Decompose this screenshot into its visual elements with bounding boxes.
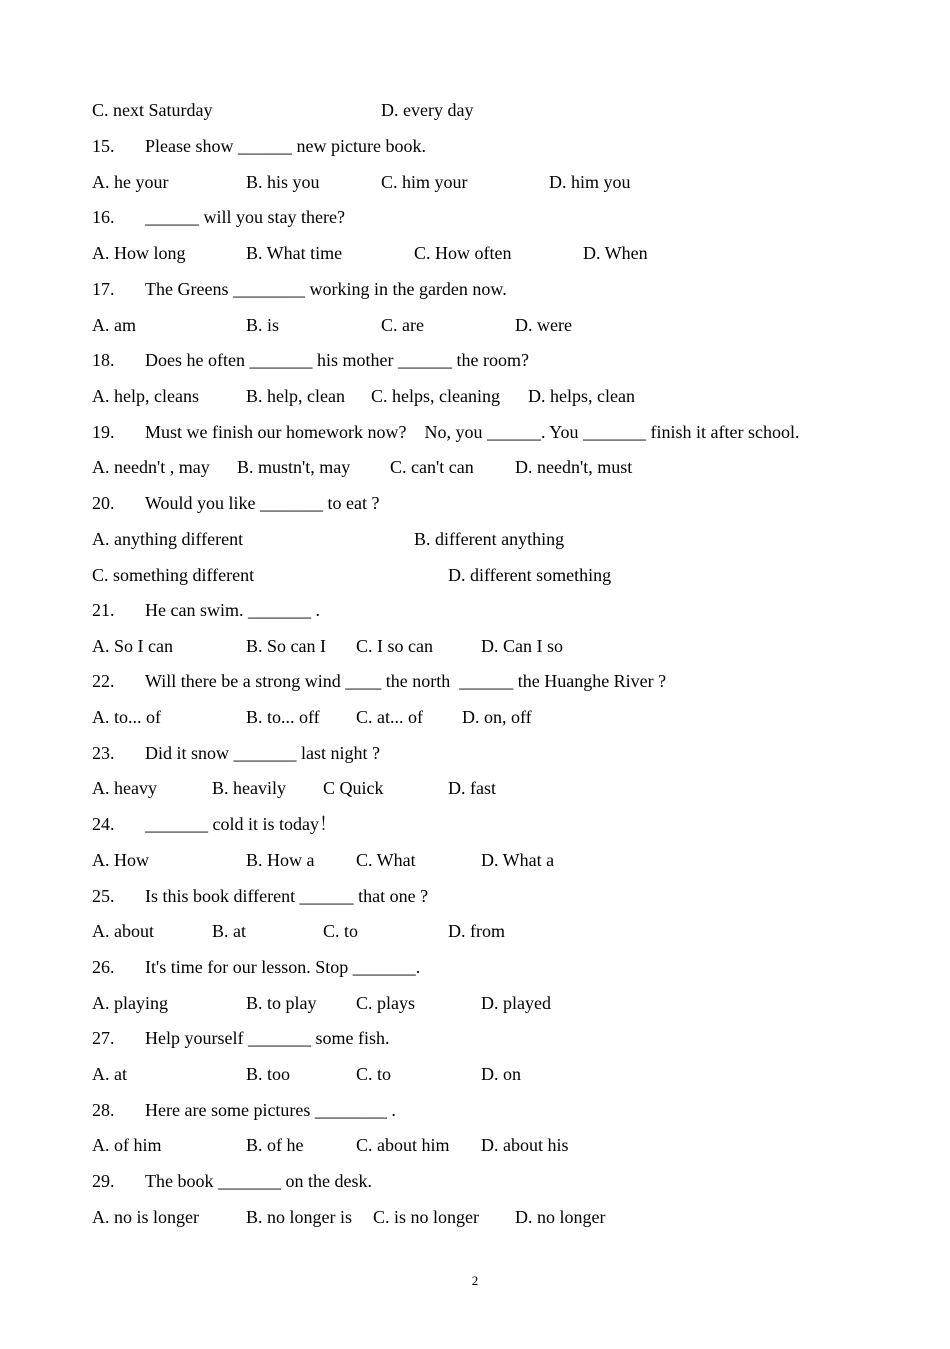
option-c: C. What: [356, 850, 416, 870]
option-a: A. anything different: [92, 529, 244, 549]
option-b: B. his you: [246, 172, 320, 192]
question-text: Must we finish our homework now? No, you ______. You _______ finish it after school.: [145, 422, 800, 442]
question-number: 26.: [92, 957, 115, 977]
question-number: 29.: [92, 1171, 115, 1191]
question-text: He can swim. _______ .: [145, 600, 320, 620]
question-text: The Greens ________ working in the garden now.: [145, 279, 507, 299]
question-17: [92, 277, 507, 301]
option-b: B. help, clean: [246, 386, 345, 406]
options-27: [92, 1062, 521, 1086]
question-number: 21.: [92, 600, 115, 620]
question-19: [92, 420, 800, 444]
option-c: C. to: [356, 1064, 392, 1084]
option-d: D. fast: [448, 778, 496, 798]
option-c: C. How often: [414, 243, 512, 263]
option-d: D. needn't, must: [515, 457, 633, 477]
question-number: 23.: [92, 743, 115, 763]
question-number: 19.: [92, 422, 115, 442]
question-27: [92, 1026, 390, 1050]
option-d: D. were: [515, 315, 572, 335]
option-c: C. I so can: [356, 636, 433, 656]
question-18: [92, 348, 529, 372]
question-number: 25.: [92, 886, 115, 906]
option-c: C. him your: [381, 172, 468, 192]
question-number: 24.: [92, 814, 115, 834]
option-a: A. about: [92, 921, 154, 941]
option-c: C. helps, cleaning: [371, 386, 500, 406]
options-24: [92, 848, 555, 872]
question-number: 17.: [92, 279, 115, 299]
option-b: B. too: [246, 1064, 291, 1084]
option-d: D. on, off: [462, 707, 532, 727]
option-a: A. needn't , may: [92, 457, 210, 477]
options-25: [92, 919, 505, 943]
options-20-row1: [92, 527, 565, 551]
question-number: 20.: [92, 493, 115, 513]
option-d: D. helps, clean: [528, 386, 635, 406]
option-b: B. no longer is: [246, 1207, 352, 1227]
options-28: [92, 1133, 569, 1157]
question-number: 28.: [92, 1100, 115, 1120]
options-21: [92, 634, 563, 658]
option-c: C. next Saturday: [92, 100, 213, 120]
question-29: [92, 1169, 372, 1193]
question-text: Help yourself _______ some fish.: [145, 1028, 390, 1048]
question-number: 22.: [92, 671, 115, 691]
option-d: D. What a: [481, 850, 555, 870]
option-a: A. at: [92, 1064, 127, 1084]
option-d: D. different something: [448, 565, 612, 585]
question-16: [92, 205, 345, 229]
option-d: D. every day: [381, 100, 474, 120]
option-a: A. playing: [92, 993, 168, 1013]
question-text: Would you like _______ to eat ?: [145, 493, 380, 513]
options-16: [92, 241, 648, 265]
option-b: B. to... off: [246, 707, 320, 727]
options-22: [92, 705, 532, 729]
option-c: C. plays: [356, 993, 416, 1013]
option-d: D. played: [481, 993, 551, 1013]
option-b: B. to play: [246, 993, 317, 1013]
option-c: C. about him: [356, 1135, 450, 1155]
option-a: A. to... of: [92, 707, 161, 727]
options-18: [92, 384, 635, 408]
option-d: D. about his: [481, 1135, 569, 1155]
option-b: B. mustn't, may: [237, 457, 351, 477]
option-d: D. him you: [549, 172, 631, 192]
question-number: 16.: [92, 207, 115, 227]
option-c: C. to: [323, 921, 359, 941]
question-26: [92, 955, 421, 979]
option-b: B. So can I: [246, 636, 326, 656]
question-text: It's time for our lesson. Stop _______.: [145, 957, 421, 977]
option-a: A. of him: [92, 1135, 162, 1155]
option-b: B. How a: [246, 850, 315, 870]
option-c: C Quick: [323, 778, 384, 798]
options-29: [92, 1205, 606, 1229]
question-text: Will there be a strong wind ____ the north ______ the Huanghe River ?: [145, 671, 667, 691]
question-25: [92, 884, 429, 908]
question-number: 15.: [92, 136, 115, 156]
options-19: [92, 455, 633, 479]
option-a: A. heavy: [92, 778, 157, 798]
option-a: A. So I can: [92, 636, 173, 656]
question-28: [92, 1098, 396, 1122]
option-b: B. of he: [246, 1135, 304, 1155]
question-text: Here are some pictures ________ .: [145, 1100, 396, 1120]
question-text: Does he often _______ his mother ______ the room?: [145, 350, 529, 370]
options-26: [92, 991, 551, 1015]
option-b: B. at: [212, 921, 246, 941]
question-number: 18.: [92, 350, 115, 370]
options-23: [92, 776, 496, 800]
options-17: [92, 313, 572, 337]
option-a: A. no is longer: [92, 1207, 199, 1227]
option-a: A. How: [92, 850, 149, 870]
option-b: B. What time: [246, 243, 343, 263]
page-number: 2: [471, 1273, 479, 1288]
option-d: D. When: [583, 243, 648, 263]
option-b: B. is: [246, 315, 280, 335]
option-d: D. no longer: [515, 1207, 606, 1227]
option-c: C. are: [381, 315, 424, 335]
question-23: [92, 741, 380, 765]
option-c: C. can't can: [390, 457, 474, 477]
option-c: C. something different: [92, 565, 255, 585]
option-c: C. at... of: [356, 707, 423, 727]
option-a: A. How long: [92, 243, 186, 263]
option-a: A. am: [92, 315, 136, 335]
option-d: D. on: [481, 1064, 521, 1084]
question-20: [92, 491, 380, 515]
question-text: Please show ______ new picture book.: [145, 136, 426, 156]
option-d: D. Can I so: [481, 636, 563, 656]
option-a: A. help, cleans: [92, 386, 199, 406]
question-text: _______ cold it is today！: [145, 814, 337, 834]
question-24: [92, 812, 337, 836]
option-c: C. is no longer: [373, 1207, 479, 1227]
option-row: [92, 98, 474, 122]
question-15: [92, 134, 426, 158]
options-15: [92, 170, 631, 194]
question-21: [92, 598, 320, 622]
question-22: [92, 669, 667, 693]
question-text: The book _______ on the desk.: [145, 1171, 372, 1191]
option-a: A. he your: [92, 172, 169, 192]
option-b: B. heavily: [212, 778, 286, 798]
option-b: B. different anything: [414, 529, 565, 549]
question-number: 27.: [92, 1028, 115, 1048]
question-text: Is this book different ______ that one ?: [145, 886, 429, 906]
question-text: Did it snow _______ last night ?: [145, 743, 380, 763]
question-text: ______ will you stay there?: [145, 207, 345, 227]
options-20-row2: [92, 563, 612, 587]
option-d: D. from: [448, 921, 505, 941]
